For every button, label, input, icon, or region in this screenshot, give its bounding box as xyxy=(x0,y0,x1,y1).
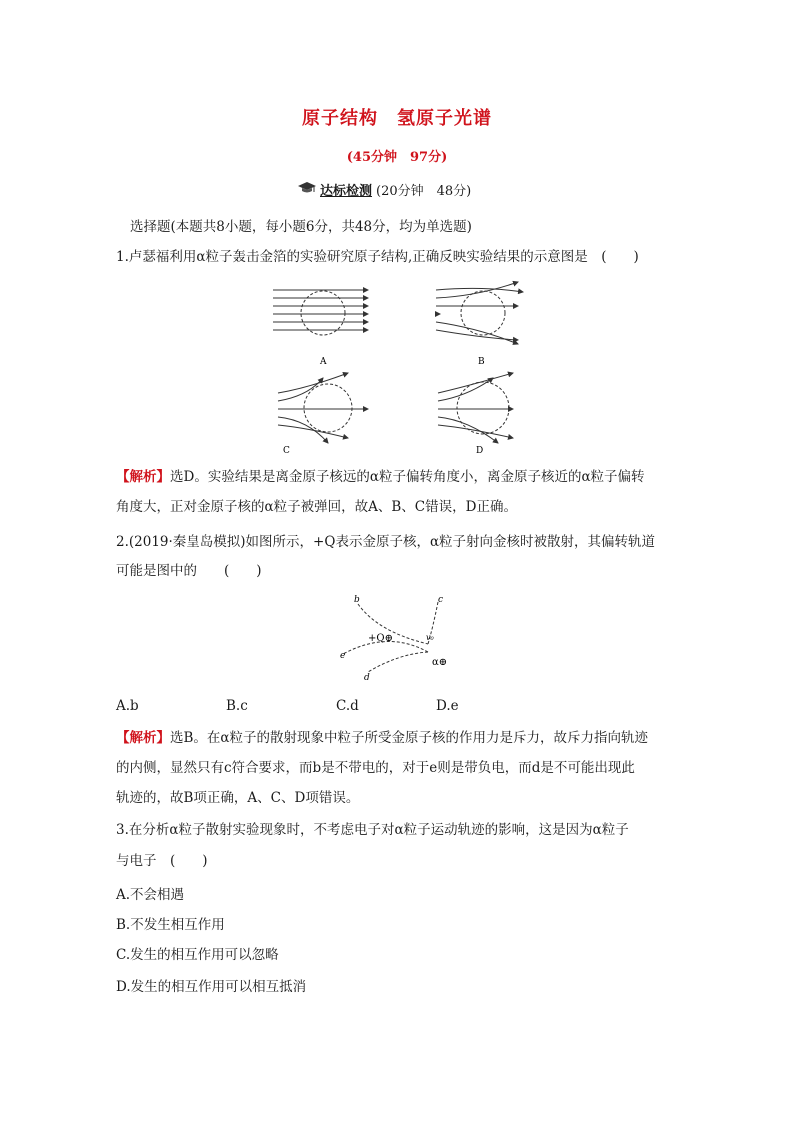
q2-analysis-line2: 的内侧，显然只有c符合要求，而b是不带电的，对于e则是带负电，而d是不可能出现此 xyxy=(116,760,635,776)
q2-option-b: B.c xyxy=(226,698,248,714)
figure-label-a: A xyxy=(320,357,327,367)
section-label: 达标检测 xyxy=(320,184,373,199)
q3-stem-line2: 与电子 ( ) xyxy=(116,853,208,869)
q2-option-a: A.b xyxy=(116,698,139,714)
q2-label-b: b xyxy=(354,595,360,605)
figure-c xyxy=(278,373,368,443)
q2-label-c: c xyxy=(438,595,444,605)
q2-figure xyxy=(338,592,468,682)
q2-label-alpha: α⊕ xyxy=(432,657,448,668)
q1-analysis xyxy=(116,467,645,487)
figure-label-c: C xyxy=(283,446,290,456)
q1-analysis-line1: 选D。实验结果是离金原子核远的α粒子偏转角度小，离金原子核近的α粒子偏转 xyxy=(170,469,645,485)
section-header xyxy=(298,180,471,199)
q2-option-d: D.e xyxy=(436,698,459,714)
q3-option-d: D.发生的相互作用可以相互抵消 xyxy=(116,979,307,995)
figure-b xyxy=(436,282,523,344)
q3-option-b: B.不发生相互作用 xyxy=(116,917,225,933)
graduation-cap-icon xyxy=(298,182,316,198)
q3-stem-line1: 3.在分析α粒子散射实验现象时，不考虑电子对α粒子运动轨迹的影响，这是因为α粒子 xyxy=(116,822,629,838)
q1-analysis-line2: 角度大，正对金原子核的α粒子被弹回，故A、B、C错误，D正确。 xyxy=(116,499,517,515)
figure-label-d: D xyxy=(476,446,484,456)
q2-stem-line1: 2.(2019·秦皇岛模拟)如图所示，+Q表示金原子核，α粒子射向金核时被散射，其偏转轨道 xyxy=(116,534,656,550)
q2-label-d: d xyxy=(364,673,370,682)
q2-stem-line2: 可能是图中的 ( ) xyxy=(116,563,262,579)
q2-analysis-tag: 【解析】 xyxy=(116,730,170,746)
q1-figure xyxy=(268,278,528,458)
q2-option-c: C.d xyxy=(336,698,359,714)
q2-label-q: +Q⊕ xyxy=(368,633,393,644)
figure-d xyxy=(438,373,513,443)
q2-label-v: v₀ xyxy=(426,633,434,642)
page-subtitle: (45分钟 97分) xyxy=(346,150,448,165)
q2-analysis-line1: 选B。在α粒子的散射现象中粒子所受金原子核的作用力是斥力，故斥力指向轨迹 xyxy=(170,730,649,746)
q2-label-e: e xyxy=(340,651,346,661)
q2-analysis xyxy=(116,728,648,748)
section-time: (20分钟 48分) xyxy=(376,184,472,199)
q2-analysis-line3: 轨迹的，故B项正确，A、C、D项错误。 xyxy=(116,790,360,806)
page-title: 原子结构 氢原子光谱 xyxy=(302,108,492,129)
q1-stem: 1.卢瑟福利用α粒子轰击金箔的实验研究原子结构,正确反映实验结果的示意图是 ( ) xyxy=(116,249,639,265)
q3-option-c: C.发生的相互作用可以忽略 xyxy=(116,947,279,963)
figure-a xyxy=(273,290,368,335)
figure-label-b: B xyxy=(478,357,485,367)
q1-analysis-tag: 【解析】 xyxy=(116,469,170,485)
q3-option-a: A.不会相遇 xyxy=(116,887,185,903)
intro-text: 选择题(本题共8小题，每小题6分，共48分，均为单选题) xyxy=(130,219,472,235)
